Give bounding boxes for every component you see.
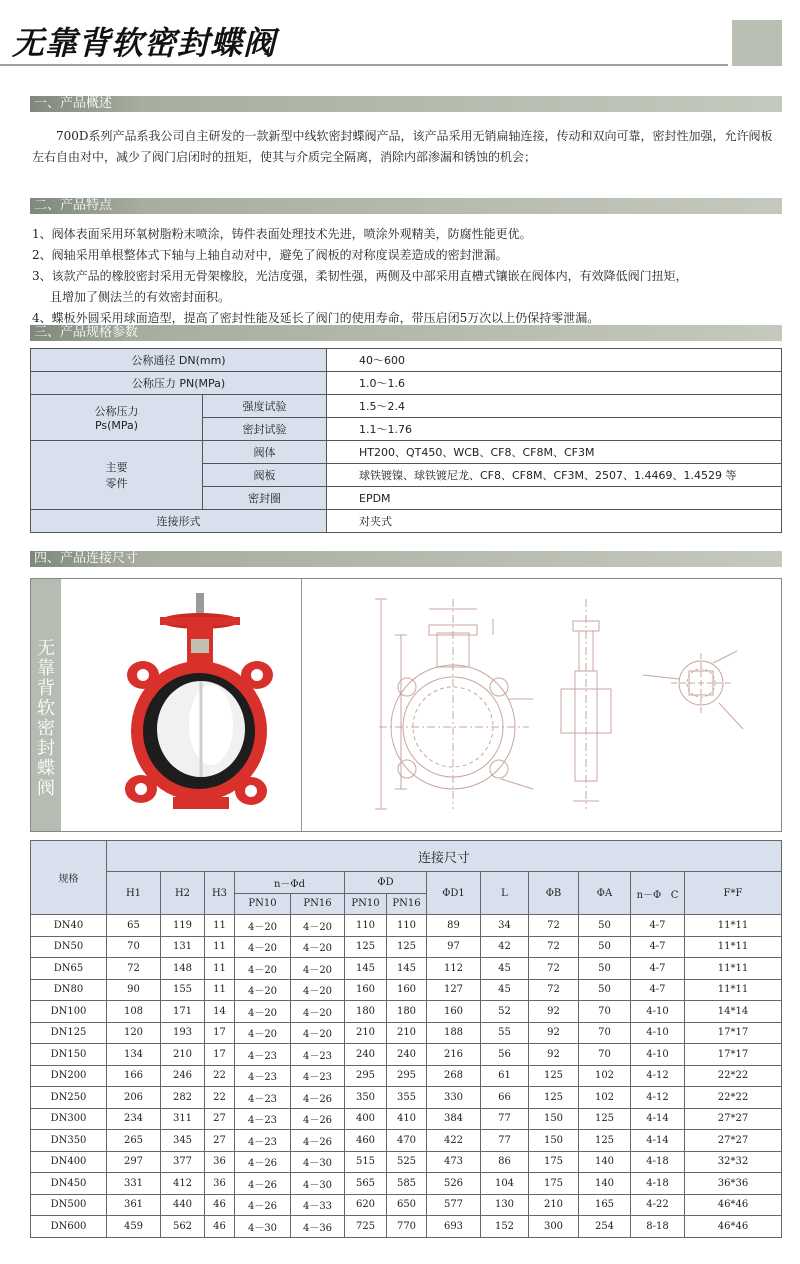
table-cell: 125 bbox=[579, 1130, 631, 1152]
table-cell: 90 bbox=[107, 979, 161, 1001]
table-cell: 50 bbox=[579, 958, 631, 980]
spec-label-ps-line1: 公称压力 bbox=[94, 405, 139, 418]
table-cell: 11*11 bbox=[685, 979, 782, 1001]
table-cell: 72 bbox=[529, 958, 579, 980]
row-spec-cell: DN300 bbox=[31, 1108, 107, 1130]
table-cell: 22*22 bbox=[685, 1087, 782, 1109]
table-cell: 125 bbox=[579, 1108, 631, 1130]
table-cell: 265 bbox=[107, 1130, 161, 1152]
table-cell: 134 bbox=[107, 1044, 161, 1066]
row-spec-cell: DN350 bbox=[31, 1130, 107, 1152]
row-spec-cell: DN100 bbox=[31, 1001, 107, 1023]
table-cell: 150 bbox=[529, 1108, 579, 1130]
feature-item: 4、蝶板外圆采用球面造型，提高了密封性能及延长了阀门的使用寿命，带压启闭5万次以上仍保持零泄漏。 bbox=[32, 311, 600, 325]
table-cell: 210 bbox=[161, 1044, 205, 1066]
spec-label-parts-line1: 主要 bbox=[105, 461, 128, 474]
table-row bbox=[31, 1065, 782, 1087]
table-cell: 725 bbox=[345, 1216, 387, 1238]
table-row bbox=[31, 1022, 782, 1044]
table-cell: 4-14 bbox=[631, 1108, 685, 1130]
dimensions-table bbox=[30, 840, 782, 1238]
table-cell: 46*46 bbox=[685, 1194, 782, 1216]
table-cell: 4－26 bbox=[291, 1087, 345, 1109]
table-cell: 61 bbox=[481, 1065, 529, 1087]
table-cell: 410 bbox=[387, 1108, 427, 1130]
table-cell: 4－23 bbox=[235, 1044, 291, 1066]
table-cell: 525 bbox=[387, 1151, 427, 1173]
table-row bbox=[31, 1130, 782, 1152]
table-cell: 171 bbox=[161, 1001, 205, 1023]
col-subheader: PN10 bbox=[235, 893, 291, 915]
table-cell: 4－33 bbox=[291, 1194, 345, 1216]
overview-paragraph bbox=[32, 126, 784, 168]
row-spec-cell: DN500 bbox=[31, 1194, 107, 1216]
row-spec-cell: DN80 bbox=[31, 979, 107, 1001]
spec-label-ps bbox=[31, 395, 203, 441]
table-cell: 102 bbox=[579, 1087, 631, 1109]
side-char: 背 bbox=[37, 678, 55, 699]
table-cell: 4－23 bbox=[235, 1087, 291, 1109]
spec-table bbox=[30, 348, 782, 533]
spec-value: 1.0～1.6 bbox=[327, 372, 782, 395]
col-subheader: PN16 bbox=[387, 893, 427, 915]
table-cell: 4-7 bbox=[631, 958, 685, 980]
table-cell: 27 bbox=[205, 1130, 235, 1152]
col-header-spec: 规格 bbox=[31, 841, 107, 915]
table-cell: 92 bbox=[529, 1022, 579, 1044]
table-cell: 311 bbox=[161, 1108, 205, 1130]
table-cell: 27*27 bbox=[685, 1108, 782, 1130]
table-cell: 4－23 bbox=[291, 1044, 345, 1066]
table-cell: 4－23 bbox=[291, 1065, 345, 1087]
table-cell: 295 bbox=[345, 1065, 387, 1087]
table-cell: 565 bbox=[345, 1173, 387, 1195]
valve-photo bbox=[61, 579, 299, 831]
table-cell: 92 bbox=[529, 1001, 579, 1023]
table-cell: 4-10 bbox=[631, 1022, 685, 1044]
title-accent-block bbox=[732, 20, 782, 66]
col-header: ΦA bbox=[579, 872, 631, 915]
spec-value: 1.1～1.76 bbox=[327, 418, 782, 441]
section-header-overview: 一、产品概述 bbox=[30, 96, 782, 112]
table-cell: 4-10 bbox=[631, 1044, 685, 1066]
table-cell: 89 bbox=[427, 915, 481, 937]
table-cell: 355 bbox=[387, 1087, 427, 1109]
col-header: H2 bbox=[161, 872, 205, 915]
side-char: 密 bbox=[37, 718, 55, 739]
table-cell: 125 bbox=[529, 1087, 579, 1109]
table-cell: 17 bbox=[205, 1022, 235, 1044]
table-cell: 4-18 bbox=[631, 1173, 685, 1195]
table-cell: 145 bbox=[387, 958, 427, 980]
table-cell: 4-14 bbox=[631, 1130, 685, 1152]
table-cell: 193 bbox=[161, 1022, 205, 1044]
section-header-features: 二、产品特点 bbox=[30, 198, 782, 214]
spec-value: 40～600 bbox=[327, 349, 782, 372]
side-char: 软 bbox=[37, 698, 55, 719]
table-cell: 180 bbox=[345, 1001, 387, 1023]
table-cell: 693 bbox=[427, 1216, 481, 1238]
product-images-panel bbox=[30, 578, 782, 832]
table-cell: 165 bbox=[579, 1194, 631, 1216]
col-subheader: PN16 bbox=[291, 893, 345, 915]
table-row bbox=[31, 1108, 782, 1130]
table-cell: 46 bbox=[205, 1194, 235, 1216]
dimensions-table-body bbox=[31, 915, 782, 1238]
table-cell: 148 bbox=[161, 958, 205, 980]
table-cell: 11 bbox=[205, 915, 235, 937]
table-cell: 72 bbox=[529, 915, 579, 937]
table-cell: 4-12 bbox=[631, 1065, 685, 1087]
table-cell: 4－30 bbox=[291, 1173, 345, 1195]
table-cell: 14*14 bbox=[685, 1001, 782, 1023]
table-cell: 11*11 bbox=[685, 936, 782, 958]
table-cell: 4-10 bbox=[631, 1001, 685, 1023]
table-cell: 8-18 bbox=[631, 1216, 685, 1238]
table-cell: 4－23 bbox=[235, 1108, 291, 1130]
table-cell: 400 bbox=[345, 1108, 387, 1130]
table-cell: 27*27 bbox=[685, 1130, 782, 1152]
side-char: 阀 bbox=[37, 778, 55, 799]
table-cell: 102 bbox=[579, 1065, 631, 1087]
table-row bbox=[31, 1001, 782, 1023]
table-row bbox=[31, 1087, 782, 1109]
table-cell: 210 bbox=[387, 1022, 427, 1044]
table-cell: 4－20 bbox=[291, 936, 345, 958]
section-header-dimensions: 四、产品连接尺寸 bbox=[30, 551, 782, 567]
table-cell: 77 bbox=[481, 1108, 529, 1130]
side-char: 无 bbox=[37, 638, 55, 659]
table-cell: 22*22 bbox=[685, 1065, 782, 1087]
col-header: ΦD bbox=[345, 872, 427, 894]
col-header: L bbox=[481, 872, 529, 915]
table-cell: 46*46 bbox=[685, 1216, 782, 1238]
table-cell: 473 bbox=[427, 1151, 481, 1173]
table-cell: 130 bbox=[481, 1194, 529, 1216]
table-cell: 4－20 bbox=[235, 958, 291, 980]
table-cell: 36*36 bbox=[685, 1173, 782, 1195]
table-cell: 4－20 bbox=[235, 1001, 291, 1023]
table-cell: 112 bbox=[427, 958, 481, 980]
spec-sublabel: 阀板 bbox=[203, 464, 327, 487]
row-spec-cell: DN450 bbox=[31, 1173, 107, 1195]
table-cell: 65 bbox=[107, 915, 161, 937]
table-cell: 577 bbox=[427, 1194, 481, 1216]
table-cell: 4－26 bbox=[235, 1194, 291, 1216]
table-row bbox=[31, 1194, 782, 1216]
feature-item: 2、阀轴采用单根整体式下轴与上轴自动对中，避免了阀板的对称度误差造成的密封泄漏。 bbox=[32, 248, 508, 262]
row-spec-cell: DN250 bbox=[31, 1087, 107, 1109]
table-cell: 27 bbox=[205, 1108, 235, 1130]
table-cell: 11 bbox=[205, 979, 235, 1001]
row-spec-cell: DN400 bbox=[31, 1151, 107, 1173]
feature-item: 3、该款产品的橡胶密封采用无骨架橡胶，光洁度强，柔韧性强，两侧及中部采用直槽式镶嵌在阀体内，有效降低阀门扭矩， bbox=[32, 269, 688, 283]
table-cell: 210 bbox=[345, 1022, 387, 1044]
col-header: H1 bbox=[107, 872, 161, 915]
table-cell: 119 bbox=[161, 915, 205, 937]
table-cell: 108 bbox=[107, 1001, 161, 1023]
table-cell: 206 bbox=[107, 1087, 161, 1109]
table-cell: 216 bbox=[427, 1044, 481, 1066]
table-cell: 4－26 bbox=[235, 1151, 291, 1173]
table-cell: 175 bbox=[529, 1173, 579, 1195]
table-cell: 110 bbox=[345, 915, 387, 937]
table-cell: 345 bbox=[161, 1130, 205, 1152]
table-cell: 4－23 bbox=[235, 1065, 291, 1087]
col-header: ΦB bbox=[529, 872, 579, 915]
table-cell: 140 bbox=[579, 1151, 631, 1173]
table-cell: 240 bbox=[387, 1044, 427, 1066]
table-cell: 770 bbox=[387, 1216, 427, 1238]
spec-sublabel: 密封试验 bbox=[203, 418, 327, 441]
table-cell: 127 bbox=[427, 979, 481, 1001]
table-row bbox=[31, 979, 782, 1001]
table-cell: 300 bbox=[529, 1216, 579, 1238]
table-cell: 361 bbox=[107, 1194, 161, 1216]
table-cell: 585 bbox=[387, 1173, 427, 1195]
table-row bbox=[31, 1044, 782, 1066]
table-cell: 4-12 bbox=[631, 1087, 685, 1109]
table-cell: 295 bbox=[387, 1065, 427, 1087]
table-cell: 72 bbox=[529, 979, 579, 1001]
page-title: 无靠背软密封蝶阀 bbox=[12, 24, 277, 62]
table-cell: 4－26 bbox=[291, 1130, 345, 1152]
col-header: H3 bbox=[205, 872, 235, 915]
spec-value: HT200、QT450、WCB、CF8、CF8M、CF3M bbox=[327, 441, 782, 464]
table-cell: 4－30 bbox=[291, 1151, 345, 1173]
spec-sublabel: 阀体 bbox=[203, 441, 327, 464]
spec-label: 公称压力 PN(MPa) bbox=[31, 372, 327, 395]
table-cell: 45 bbox=[481, 979, 529, 1001]
table-cell: 155 bbox=[161, 979, 205, 1001]
table-cell: 11 bbox=[205, 958, 235, 980]
table-cell: 72 bbox=[107, 958, 161, 980]
col-header: F*F bbox=[685, 872, 782, 915]
table-cell: 131 bbox=[161, 936, 205, 958]
table-cell: 145 bbox=[345, 958, 387, 980]
feature-item: 且增加了侧法兰的有效密封面积。 bbox=[50, 290, 231, 304]
table-cell: 175 bbox=[529, 1151, 579, 1173]
spec-label: 公称通径 DN(mm) bbox=[31, 349, 327, 372]
table-cell: 150 bbox=[529, 1130, 579, 1152]
table-cell: 120 bbox=[107, 1022, 161, 1044]
table-cell: 11*11 bbox=[685, 915, 782, 937]
table-cell: 125 bbox=[529, 1065, 579, 1087]
table-cell: 4－20 bbox=[291, 979, 345, 1001]
table-row bbox=[31, 915, 782, 937]
table-cell: 66 bbox=[481, 1087, 529, 1109]
table-cell: 72 bbox=[529, 936, 579, 958]
col-header: ΦD1 bbox=[427, 872, 481, 915]
table-cell: 4－20 bbox=[291, 1022, 345, 1044]
table-cell: 17 bbox=[205, 1044, 235, 1066]
row-spec-cell: DN200 bbox=[31, 1065, 107, 1087]
table-cell: 45 bbox=[481, 958, 529, 980]
table-cell: 4－20 bbox=[291, 915, 345, 937]
table-cell: 4－20 bbox=[235, 1022, 291, 1044]
table-cell: 77 bbox=[481, 1130, 529, 1152]
table-cell: 36 bbox=[205, 1173, 235, 1195]
table-cell: 70 bbox=[579, 1001, 631, 1023]
table-cell: 50 bbox=[579, 936, 631, 958]
table-cell: 412 bbox=[161, 1173, 205, 1195]
table-cell: 52 bbox=[481, 1001, 529, 1023]
table-cell: 4－20 bbox=[235, 936, 291, 958]
technical-drawing bbox=[333, 579, 781, 831]
row-spec-cell: DN125 bbox=[31, 1022, 107, 1044]
table-cell: 377 bbox=[161, 1151, 205, 1173]
table-cell: 515 bbox=[345, 1151, 387, 1173]
table-cell: 459 bbox=[107, 1216, 161, 1238]
table-cell: 50 bbox=[579, 915, 631, 937]
side-char: 封 bbox=[37, 738, 55, 759]
table-cell: 4-7 bbox=[631, 979, 685, 1001]
spec-label: 连接形式 bbox=[31, 510, 327, 533]
spec-sublabel: 密封圈 bbox=[203, 487, 327, 510]
title-bar bbox=[0, 14, 800, 66]
title-underline bbox=[0, 64, 728, 66]
spec-value: 对夹式 bbox=[327, 510, 782, 533]
table-cell: 36 bbox=[205, 1151, 235, 1173]
spec-sublabel: 强度试验 bbox=[203, 395, 327, 418]
table-cell: 56 bbox=[481, 1044, 529, 1066]
table-cell: 92 bbox=[529, 1044, 579, 1066]
table-cell: 4－30 bbox=[235, 1216, 291, 1238]
table-cell: 562 bbox=[161, 1216, 205, 1238]
table-cell: 46 bbox=[205, 1216, 235, 1238]
features-list bbox=[32, 224, 784, 329]
table-cell: 4－36 bbox=[291, 1216, 345, 1238]
table-cell: 4-18 bbox=[631, 1151, 685, 1173]
row-spec-cell: DN65 bbox=[31, 958, 107, 980]
spec-label-ps-line2: Ps(MPa) bbox=[94, 419, 139, 432]
spec-label-parts bbox=[31, 441, 203, 510]
table-cell: 70 bbox=[579, 1044, 631, 1066]
table-cell: 22 bbox=[205, 1065, 235, 1087]
table-cell: 4－23 bbox=[235, 1130, 291, 1152]
table-row bbox=[31, 936, 782, 958]
table-cell: 620 bbox=[345, 1194, 387, 1216]
table-cell: 140 bbox=[579, 1173, 631, 1195]
table-cell: 55 bbox=[481, 1022, 529, 1044]
table-cell: 422 bbox=[427, 1130, 481, 1152]
table-cell: 32*32 bbox=[685, 1151, 782, 1173]
table-cell: 180 bbox=[387, 1001, 427, 1023]
table-cell: 234 bbox=[107, 1108, 161, 1130]
table-cell: 152 bbox=[481, 1216, 529, 1238]
table-cell: 4－20 bbox=[291, 1001, 345, 1023]
table-cell: 297 bbox=[107, 1151, 161, 1173]
table-cell: 470 bbox=[387, 1130, 427, 1152]
table-cell: 4－26 bbox=[291, 1108, 345, 1130]
side-char: 靠 bbox=[37, 658, 55, 679]
side-label bbox=[31, 579, 61, 831]
col-group-header: 连接尺寸 bbox=[107, 841, 782, 872]
table-cell: 384 bbox=[427, 1108, 481, 1130]
spec-value: EPDM bbox=[327, 487, 782, 510]
table-cell: 188 bbox=[427, 1022, 481, 1044]
table-cell: 34 bbox=[481, 915, 529, 937]
col-header: n－Φd bbox=[235, 872, 345, 894]
col-subheader: PN10 bbox=[345, 893, 387, 915]
table-cell: 160 bbox=[427, 1001, 481, 1023]
table-cell: 17*17 bbox=[685, 1044, 782, 1066]
table-cell: 166 bbox=[107, 1065, 161, 1087]
table-cell: 282 bbox=[161, 1087, 205, 1109]
table-cell: 240 bbox=[345, 1044, 387, 1066]
table-cell: 14 bbox=[205, 1001, 235, 1023]
panel-divider bbox=[301, 579, 302, 831]
table-cell: 4-22 bbox=[631, 1194, 685, 1216]
table-cell: 440 bbox=[161, 1194, 205, 1216]
table-cell: 160 bbox=[387, 979, 427, 1001]
table-cell: 4-7 bbox=[631, 915, 685, 937]
table-cell: 70 bbox=[579, 1022, 631, 1044]
spec-label-parts-line2: 零件 bbox=[105, 477, 128, 490]
row-spec-cell: DN40 bbox=[31, 915, 107, 937]
table-cell: 17*17 bbox=[685, 1022, 782, 1044]
row-spec-cell: DN600 bbox=[31, 1216, 107, 1238]
table-cell: 331 bbox=[107, 1173, 161, 1195]
table-cell: 86 bbox=[481, 1151, 529, 1173]
table-cell: 104 bbox=[481, 1173, 529, 1195]
spec-value: 1.5～2.4 bbox=[327, 395, 782, 418]
table-cell: 42 bbox=[481, 936, 529, 958]
table-cell: 246 bbox=[161, 1065, 205, 1087]
table-cell: 50 bbox=[579, 979, 631, 1001]
overview-text: 700D系列产品系我公司自主研发的一款新型中线软密封蝶阀产品，该产品采用无销扁轴连接，传动和双向可靠，密封性加强，允许阀板左右自由对中，减少了阀门启闭时的扭矩，使其与介质完全隔离，消除内部渗漏和锈蚀的机会； bbox=[32, 129, 773, 164]
section-header-specs: 三、产品规格参数 bbox=[30, 325, 782, 341]
row-spec-cell: DN50 bbox=[31, 936, 107, 958]
table-cell: 125 bbox=[387, 936, 427, 958]
table-cell: 4－20 bbox=[235, 915, 291, 937]
table-cell: 125 bbox=[345, 936, 387, 958]
table-cell: 97 bbox=[427, 936, 481, 958]
table-row bbox=[31, 1173, 782, 1195]
table-cell: 460 bbox=[345, 1130, 387, 1152]
spec-value: 球铁镀镍、球铁镀尼龙、CF8、CF8M、CF3M、2507、1.4469、1.4529 等 bbox=[327, 464, 782, 487]
table-row bbox=[31, 958, 782, 980]
table-cell: 526 bbox=[427, 1173, 481, 1195]
table-cell: 4-7 bbox=[631, 936, 685, 958]
side-char: 蝶 bbox=[37, 758, 55, 779]
table-cell: 11*11 bbox=[685, 958, 782, 980]
table-cell: 11 bbox=[205, 936, 235, 958]
col-header: n－Φ C bbox=[631, 872, 685, 915]
table-cell: 4－20 bbox=[235, 979, 291, 1001]
table-cell: 22 bbox=[205, 1087, 235, 1109]
table-row bbox=[31, 1151, 782, 1173]
table-cell: 268 bbox=[427, 1065, 481, 1087]
row-spec-cell: DN150 bbox=[31, 1044, 107, 1066]
table-cell: 110 bbox=[387, 915, 427, 937]
table-cell: 350 bbox=[345, 1087, 387, 1109]
table-cell: 210 bbox=[529, 1194, 579, 1216]
table-cell: 4－20 bbox=[291, 958, 345, 980]
table-cell: 4－26 bbox=[235, 1173, 291, 1195]
table-cell: 330 bbox=[427, 1087, 481, 1109]
table-cell: 254 bbox=[579, 1216, 631, 1238]
table-cell: 70 bbox=[107, 936, 161, 958]
table-cell: 650 bbox=[387, 1194, 427, 1216]
table-row bbox=[31, 1216, 782, 1238]
table-cell: 160 bbox=[345, 979, 387, 1001]
side-label-text bbox=[37, 639, 55, 799]
feature-item: 1、阀体表面采用环氧树脂粉末喷涂，铸件表面处理技术先进，喷涂外观精美，防腐性能更优。 bbox=[32, 227, 532, 241]
